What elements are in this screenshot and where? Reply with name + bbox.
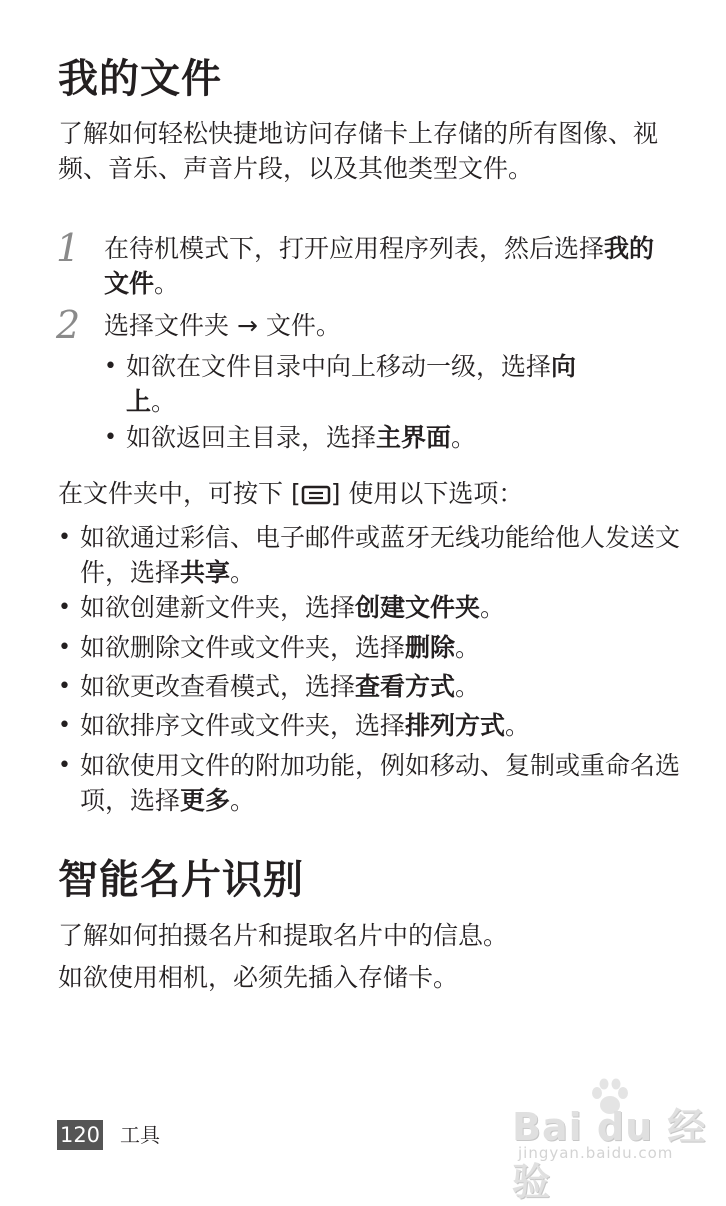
- watermark: [512, 1078, 712, 1204]
- menu-key-icon: [301, 479, 331, 499]
- watermark-url: jingyan.baidu.com: [518, 1144, 674, 1162]
- bullet-icon: •: [58, 713, 71, 738]
- step-text: 在待机模式下，打开应用程序列表，然后选择我的文件。: [104, 234, 655, 298]
- section-title-my-files: 我的文件: [58, 56, 222, 102]
- list-item: 如欲返回主目录，选择主界面。: [126, 423, 477, 452]
- step-number: 2: [56, 303, 81, 347]
- list-item: 如欲排序文件或文件夹，选择排列方式。: [80, 711, 531, 740]
- bullet-icon: •: [104, 354, 117, 379]
- section-line: 了解如何拍摄名片和提取名片中的信息。: [58, 921, 509, 950]
- bullet-icon: •: [58, 635, 71, 660]
- bullet-icon: •: [104, 425, 117, 450]
- list-item: 如欲删除文件或文件夹，选择删除。: [80, 633, 481, 662]
- step-text: 选择文件夹 → 文件。: [104, 311, 341, 340]
- list-item: 如欲更改查看模式，选择查看方式。: [80, 672, 481, 701]
- options-intro: 在文件夹中，可按下 [ ] 使用以下选项：: [58, 479, 524, 508]
- watermark-logo: Bai du 经验: [512, 1105, 707, 1204]
- section-title-business-card: 智能名片识别: [58, 857, 304, 903]
- section-intro: 了解如何轻松快捷地访问存储卡上存储的所有图像、视频、音乐、声音片段，以及其他类型文件。: [58, 119, 659, 183]
- list-item: 如欲通过彩信、电子邮件或蓝牙无线功能给他人发送文件，选择共享。: [80, 523, 681, 587]
- bullet-icon: •: [58, 753, 71, 778]
- list-item: 如欲使用文件的附加功能，例如移动、复制或重命名选项，选择更多。: [80, 751, 681, 815]
- list-item: 如欲在文件目录中向上移动一级，选择向上。: [126, 352, 577, 416]
- bullet-icon: •: [58, 525, 71, 550]
- list-item: 如欲创建新文件夹，选择创建文件夹。: [80, 593, 506, 622]
- step-number: 1: [56, 226, 81, 270]
- page-number: 120: [57, 1120, 103, 1150]
- chapter-label: 工具: [120, 1123, 160, 1147]
- section-line: 如欲使用相机，必须先插入存储卡。: [58, 963, 459, 992]
- bullet-icon: •: [58, 595, 71, 620]
- bullet-icon: •: [58, 674, 71, 699]
